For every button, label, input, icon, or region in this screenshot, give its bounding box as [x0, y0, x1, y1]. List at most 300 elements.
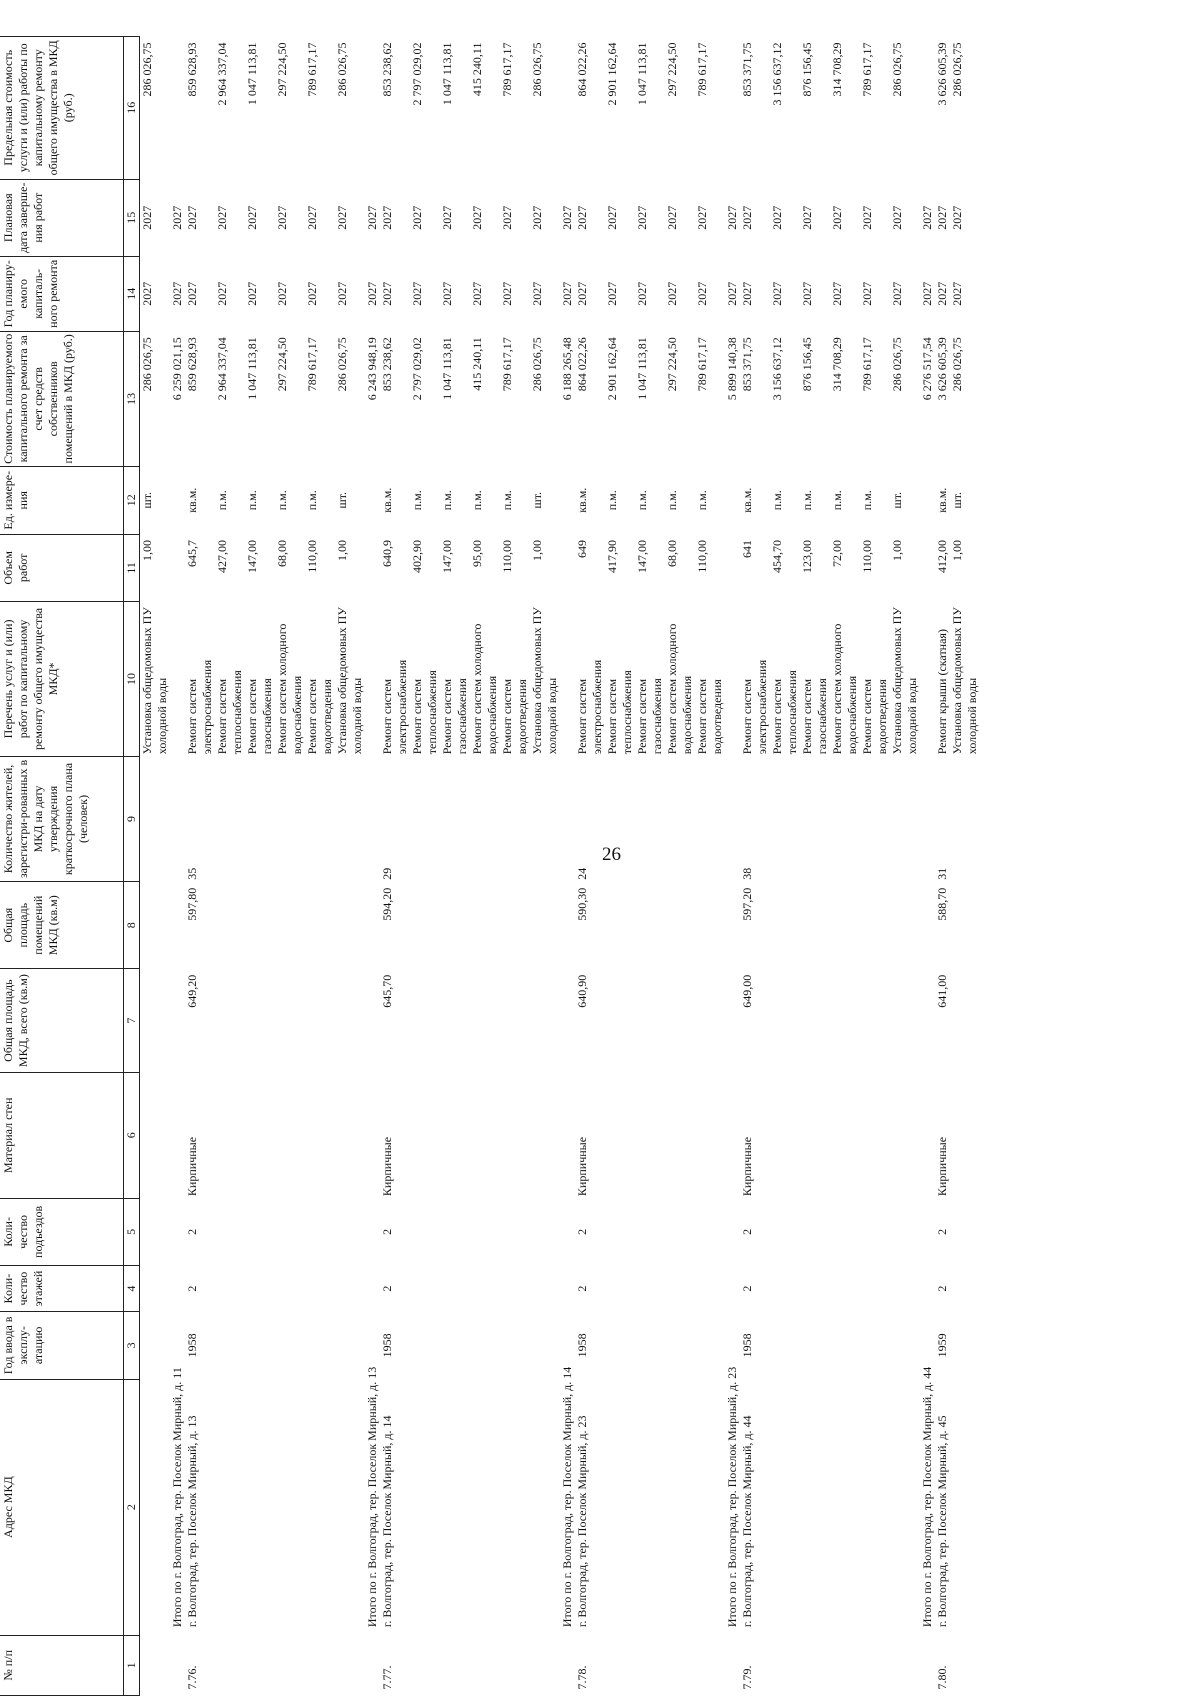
cell-col-10: Ремонт систем электроснабжения — [740, 659, 769, 755]
cell-col-15: 2027 — [170, 205, 184, 230]
cell-col-8 — [335, 882, 365, 969]
cell-col-13: 1 047 113,81 — [635, 337, 649, 400]
cell-col-13: 286 026,75 — [530, 337, 544, 392]
cell-col-4 — [305, 1266, 335, 1312]
cell-col-4 — [275, 1266, 305, 1312]
cell-col-2 — [215, 1379, 245, 1635]
cell-col-14: 2027 — [380, 281, 394, 306]
cell-col-10: Ремонт систем холодного водоснабжения — [665, 623, 694, 755]
table-row — [605, 37, 635, 1696]
cell-col-5 — [530, 1198, 560, 1266]
cell-col-11: 68,00 — [665, 540, 679, 568]
cell-col-6 — [530, 1073, 560, 1199]
cell-col-5 — [440, 1198, 470, 1266]
cell-col-9 — [440, 756, 470, 882]
subtotal-row — [560, 37, 575, 1696]
cell-col-7 — [500, 969, 530, 1073]
cell-col-5 — [470, 1198, 500, 1266]
cell-col-4 — [335, 1266, 365, 1312]
cell-col-3 — [950, 1312, 980, 1380]
cell-col-9 — [305, 756, 335, 882]
cell-col-1 — [890, 1635, 920, 1695]
cell-col-5 — [410, 1198, 440, 1266]
column-header-7: Общая площадь МКД, всего (кв.м) — [0, 969, 124, 1073]
cell-col-5: 2 — [935, 1228, 949, 1235]
table-body — [140, 37, 981, 1696]
cell-col-15: 2027 — [890, 205, 904, 230]
cell-col-14: 2027 — [530, 281, 544, 306]
cell-col-10: Ремонт систем электроснабжения — [185, 659, 214, 755]
cell-col-3 — [470, 1312, 500, 1380]
cell-col-5 — [950, 1198, 980, 1266]
cell-col-14: 2027 — [725, 281, 739, 306]
cell-col-1 — [215, 1635, 245, 1695]
cell-col-14: 2027 — [935, 281, 949, 306]
cell-col-12 — [170, 466, 185, 534]
cell-col-7 — [950, 969, 980, 1073]
cell-col-7 — [770, 969, 800, 1073]
cell-col-4 — [170, 1266, 185, 1312]
column-header-15: Плановая дата заверше-ния работ — [0, 179, 124, 256]
cell-col-13: 2 964 337,04 — [215, 337, 229, 401]
cell-col-12: п.м. — [665, 490, 679, 511]
cell-col-13: 853 371,75 — [740, 337, 754, 392]
cell-col-15: 2027 — [560, 205, 574, 230]
cell-col-12: п.м. — [245, 490, 259, 511]
cell-col-16: 789 617,17 — [305, 42, 319, 97]
cell-col-14: 2027 — [170, 281, 184, 306]
cell-col-11: 427,00 — [215, 540, 229, 574]
cell-col-9 — [665, 756, 695, 882]
cell-col-15: 2027 — [440, 205, 454, 230]
column-header-14: Год планиру-емого капиталь-ного ремонта — [0, 256, 124, 331]
cell-col-8: 597,80 — [185, 887, 199, 921]
cell-col-1 — [830, 1635, 860, 1695]
cell-col-13: 864 022,26 — [575, 337, 589, 392]
cell-col-4 — [470, 1266, 500, 1312]
cell-col-2 — [860, 1379, 890, 1635]
cell-col-15: 2027 — [740, 205, 754, 230]
column-header-16: Предельная стоимость услуги и (или) работы по капитальному ремонту общего имущества в МКД (руб.) — [0, 37, 124, 180]
cell-col-5 — [365, 1198, 380, 1266]
cell-col-8 — [665, 882, 695, 969]
cell-col-7 — [365, 969, 380, 1073]
cell-col-2: г. Волгоград, тер. Поселок Мирный, д. 44 — [740, 1415, 754, 1628]
cell-col-2: Итого по г. Волгоград, тер. Поселок Мирный, д. 44 — [920, 1366, 934, 1628]
cell-col-7 — [635, 969, 665, 1073]
cell-col-14: 2027 — [500, 281, 514, 306]
cell-col-4 — [800, 1266, 830, 1312]
cell-col-16: 286 026,75 — [530, 42, 544, 97]
cell-col-14: 2027 — [245, 281, 259, 306]
column-header-12: Ед. измере-ния — [0, 466, 124, 534]
cell-col-2: г. Волгоград, тер. Поселок Мирный, д. 14 — [380, 1415, 394, 1628]
cell-col-7 — [695, 969, 725, 1073]
cell-col-15: 2027 — [380, 205, 394, 230]
cell-col-10: Ремонт систем теплоснабжения — [770, 670, 799, 755]
cell-col-9: 31 — [935, 867, 949, 880]
cell-col-11: 417,90 — [605, 540, 619, 574]
cell-col-2 — [410, 1379, 440, 1635]
cell-col-15: 2027 — [575, 205, 589, 230]
cell-col-16: 415 240,11 — [470, 42, 484, 97]
column-header-6: Материал стен — [0, 1073, 124, 1199]
table-row — [305, 37, 335, 1696]
cell-col-8 — [170, 882, 185, 969]
cell-col-4 — [530, 1266, 560, 1312]
cell-col-14: 2027 — [560, 281, 574, 306]
cell-col-1 — [170, 1635, 185, 1695]
cell-col-11: 402,90 — [410, 540, 424, 574]
cell-col-4: 2 — [575, 1285, 589, 1292]
cell-col-12: п.м. — [470, 490, 484, 511]
cell-col-3 — [500, 1312, 530, 1380]
cell-col-11: 110,00 — [500, 540, 514, 573]
cell-col-11: 454,70 — [770, 540, 784, 574]
cell-col-9 — [470, 756, 500, 882]
cell-col-16: 286 026,75 — [950, 42, 964, 97]
cell-col-10: Ремонт систем электроснабжения — [575, 659, 604, 755]
cell-col-7 — [560, 969, 575, 1073]
cell-col-10: Установка общедомовых ПУ холодной воды — [140, 607, 169, 755]
cell-col-15: 2027 — [185, 205, 199, 230]
cell-col-1 — [410, 1635, 440, 1695]
cell-col-16 — [170, 37, 185, 180]
cell-col-8 — [860, 882, 890, 969]
cell-col-6: Кирпичные — [740, 1136, 754, 1197]
column-number-8: 8 — [124, 882, 140, 969]
column-header-8: Общая площадь помещений МКД (кв.м) — [0, 882, 124, 969]
cell-col-6: Кирпичные — [575, 1136, 589, 1197]
cell-col-3 — [695, 1312, 725, 1380]
cell-col-10: Ремонт систем водоотведения — [695, 678, 724, 755]
cell-col-3 — [140, 1312, 171, 1380]
cell-col-12: п.м. — [860, 490, 874, 511]
cell-col-3 — [410, 1312, 440, 1380]
cell-col-15: 2027 — [950, 205, 964, 230]
page-number: 26 — [602, 844, 621, 865]
cell-col-3 — [860, 1312, 890, 1380]
cell-col-14: 2027 — [665, 281, 679, 306]
column-number-7: 7 — [124, 969, 140, 1073]
cell-col-11: 1,00 — [140, 540, 154, 562]
cell-col-15: 2027 — [365, 205, 379, 230]
cell-col-8 — [830, 882, 860, 969]
cell-col-7: 640,90 — [575, 974, 589, 1008]
cell-col-11: 1,00 — [890, 540, 904, 562]
cell-col-2 — [530, 1379, 560, 1635]
cell-col-15: 2027 — [410, 205, 424, 230]
cell-col-10: Ремонт систем водоотведения — [500, 678, 529, 755]
cell-col-12: кв.м. — [740, 487, 754, 513]
cell-col-5 — [170, 1198, 185, 1266]
cell-col-2 — [305, 1379, 335, 1635]
cell-col-13: 286 026,75 — [335, 337, 349, 392]
cell-col-15: 2027 — [140, 205, 154, 230]
cell-col-15: 2027 — [830, 205, 844, 230]
cell-col-1 — [530, 1635, 560, 1695]
cell-col-7 — [725, 969, 740, 1073]
cell-col-10: Ремонт систем теплоснабжения — [215, 670, 244, 755]
cell-col-11: 110,00 — [695, 540, 709, 573]
cell-col-8: 588,70 — [935, 887, 949, 921]
cell-col-6 — [335, 1073, 365, 1199]
table-row — [140, 37, 171, 1696]
cell-col-12: шт. — [950, 491, 964, 509]
cell-col-9 — [275, 756, 305, 882]
column-header-13: Стоимость планируемого капитального ремонта за счет средств собственников помещений в МКД (руб.) — [0, 331, 124, 466]
subtotal-row — [725, 37, 740, 1696]
cell-col-10: Установка общедомовых ПУ холодной воды — [950, 607, 979, 755]
table-row — [380, 37, 410, 1696]
subtotal-row — [365, 37, 380, 1696]
column-number-3: 3 — [124, 1312, 140, 1380]
cell-col-9: 24 — [575, 867, 589, 880]
table-row — [275, 37, 305, 1696]
cell-col-1 — [635, 1635, 665, 1695]
cell-col-15: 2027 — [335, 205, 349, 230]
cell-col-4 — [635, 1266, 665, 1312]
cell-col-15: 2027 — [725, 205, 739, 230]
cell-col-1 — [560, 1635, 575, 1695]
column-number-row — [124, 37, 140, 1696]
cell-col-9 — [860, 756, 890, 882]
cell-col-11: 1,00 — [950, 540, 964, 562]
cell-col-9 — [635, 756, 665, 882]
cell-col-1: 7.78. — [575, 1665, 589, 1690]
cell-col-4 — [725, 1266, 740, 1312]
cell-col-12: п.м. — [605, 490, 619, 511]
cell-col-4 — [950, 1266, 980, 1312]
cell-col-5 — [635, 1198, 665, 1266]
cell-col-11: 1,00 — [530, 540, 544, 562]
cell-col-9 — [890, 756, 920, 882]
cell-col-8 — [440, 882, 470, 969]
cell-col-8 — [365, 882, 380, 969]
cell-col-7 — [830, 969, 860, 1073]
cell-col-7 — [920, 969, 935, 1073]
cell-col-12: шт. — [335, 491, 349, 509]
cell-col-10: Ремонт систем водоотведения — [860, 678, 889, 755]
cell-col-13: 1 047 113,81 — [440, 337, 454, 400]
cell-col-6 — [920, 1073, 935, 1199]
cell-col-6 — [725, 1073, 740, 1199]
cell-col-13: 6 259 021,15 — [170, 337, 184, 401]
cell-col-14: 2027 — [140, 281, 154, 306]
cell-col-6 — [635, 1073, 665, 1199]
cell-col-5 — [335, 1198, 365, 1266]
cell-col-6 — [170, 1073, 185, 1199]
cell-col-1 — [335, 1635, 365, 1695]
cell-col-3 — [245, 1312, 275, 1380]
cell-col-9 — [245, 756, 275, 882]
column-number-10: 10 — [124, 602, 140, 757]
cell-col-14: 2027 — [740, 281, 754, 306]
column-number-13: 13 — [124, 331, 140, 466]
cell-col-12: п.м. — [305, 490, 319, 511]
cell-col-2 — [245, 1379, 275, 1635]
cell-col-10 — [725, 602, 740, 757]
cell-col-15: 2027 — [920, 205, 934, 230]
cell-col-15: 2027 — [770, 205, 784, 230]
table-row — [800, 37, 830, 1696]
cell-col-15: 2027 — [245, 205, 259, 230]
column-number-15: 15 — [124, 179, 140, 256]
cell-col-16: 297 224,50 — [665, 42, 679, 97]
cell-col-5 — [215, 1198, 245, 1266]
table-row — [770, 37, 800, 1696]
cell-col-11 — [725, 534, 740, 602]
cell-col-2 — [950, 1379, 980, 1635]
cell-col-2: г. Волгоград, тер. Поселок Мирный, д. 23 — [575, 1415, 589, 1628]
cell-col-1 — [365, 1635, 380, 1695]
cell-col-8 — [140, 882, 171, 969]
cell-col-6 — [275, 1073, 305, 1199]
table-row — [245, 37, 275, 1696]
cell-col-2: г. Волгоград, тер. Поселок Мирный, д. 13 — [185, 1415, 199, 1628]
cell-col-8 — [770, 882, 800, 969]
cell-col-5: 2 — [740, 1228, 754, 1235]
cell-col-8 — [800, 882, 830, 969]
cell-col-12: кв.м. — [185, 487, 199, 513]
cell-col-12: кв.м. — [380, 487, 394, 513]
cell-col-7 — [140, 969, 171, 1073]
cell-col-10: Ремонт систем холодного водоснабжения — [275, 623, 304, 755]
cell-col-11: 110,00 — [305, 540, 319, 573]
cell-col-14: 2027 — [470, 281, 484, 306]
cell-col-16: 859 628,93 — [185, 42, 199, 97]
cell-col-12: п.м. — [635, 490, 649, 511]
cell-col-8: 590,30 — [575, 887, 589, 921]
cell-col-10: Ремонт систем холодного водоснабжения — [470, 623, 499, 755]
cell-col-9 — [560, 756, 575, 882]
cell-col-6 — [950, 1073, 980, 1199]
cell-col-5 — [725, 1198, 740, 1266]
cell-col-4 — [140, 1266, 171, 1312]
column-number-9: 9 — [124, 756, 140, 882]
cell-col-10: Ремонт систем газоснабжения — [635, 678, 664, 755]
cell-col-13: 2 901 162,64 — [605, 337, 619, 401]
cell-col-5 — [920, 1198, 935, 1266]
cell-col-15: 2027 — [695, 205, 709, 230]
cell-col-12: п.м. — [410, 490, 424, 511]
cell-col-10 — [170, 602, 185, 757]
table-row — [530, 37, 560, 1696]
cell-col-1 — [500, 1635, 530, 1695]
cell-col-8 — [950, 882, 980, 969]
cell-col-6 — [140, 1073, 171, 1199]
cell-col-15: 2027 — [800, 205, 814, 230]
cell-col-12: п.м. — [275, 490, 289, 511]
cell-col-14: 2027 — [185, 281, 199, 306]
cell-col-8 — [275, 882, 305, 969]
cell-col-9 — [335, 756, 365, 882]
cell-col-1: 7.79. — [740, 1665, 754, 1690]
cell-col-2 — [830, 1379, 860, 1635]
column-header-1: № п/п — [0, 1635, 124, 1695]
cell-col-2 — [800, 1379, 830, 1635]
cell-col-1 — [860, 1635, 890, 1695]
cell-col-5: 2 — [185, 1228, 199, 1235]
cell-col-11: 95,00 — [470, 540, 484, 568]
cell-col-4 — [440, 1266, 470, 1312]
column-header-3: Год ввода в эксплу-атацию — [0, 1312, 124, 1380]
cell-col-12 — [365, 466, 380, 534]
cell-col-8 — [560, 882, 575, 969]
table-row — [215, 37, 245, 1696]
cell-col-5 — [560, 1198, 575, 1266]
cell-col-15: 2027 — [635, 205, 649, 230]
column-number-5: 5 — [124, 1198, 140, 1266]
cell-col-14: 2027 — [635, 281, 649, 306]
cell-col-7 — [665, 969, 695, 1073]
cell-col-5 — [140, 1198, 171, 1266]
cell-col-6 — [890, 1073, 920, 1199]
cell-col-15: 2027 — [530, 205, 544, 230]
cell-col-10: Ремонт систем газоснабжения — [800, 678, 829, 755]
cell-col-10: Ремонт крыши (скатная) — [935, 629, 949, 755]
cell-col-13: 1 047 113,81 — [245, 337, 259, 400]
cell-col-7 — [800, 969, 830, 1073]
column-header-11: Объем работ — [0, 534, 124, 602]
cell-col-16: 864 022,26 — [575, 42, 589, 97]
cell-col-11: 641 — [740, 540, 754, 559]
cell-col-12 — [920, 466, 935, 534]
cell-col-14: 2027 — [275, 281, 289, 306]
cell-col-11: 110,00 — [860, 540, 874, 573]
cell-col-14: 2027 — [215, 281, 229, 306]
cell-col-8 — [500, 882, 530, 969]
cell-col-16: 789 617,17 — [860, 42, 874, 97]
cell-col-1 — [140, 1635, 171, 1695]
cell-col-7: 645,70 — [380, 974, 394, 1008]
cell-col-12: п.м. — [215, 490, 229, 511]
column-header-10: Перечень услуг и (или) работ по капитальному ремонту общего имущества МКД* — [0, 602, 124, 757]
cell-col-15: 2027 — [860, 205, 874, 230]
cell-col-16 — [920, 37, 935, 180]
cell-col-13: 314 708,29 — [830, 337, 844, 392]
cell-col-5 — [245, 1198, 275, 1266]
table-row — [890, 37, 920, 1696]
table-row — [740, 37, 770, 1696]
cell-col-4 — [920, 1266, 935, 1312]
column-number-6: 6 — [124, 1073, 140, 1199]
cell-col-13: 789 617,17 — [305, 337, 319, 392]
cell-col-6: Кирпичные — [935, 1136, 949, 1197]
cell-col-7 — [530, 969, 560, 1073]
cell-col-3: 1958 — [575, 1333, 589, 1358]
cell-col-16 — [560, 37, 575, 180]
cell-col-9: 29 — [380, 867, 394, 880]
cell-col-1: 7.76. — [185, 1665, 199, 1690]
cell-col-4 — [860, 1266, 890, 1312]
cell-col-2 — [770, 1379, 800, 1635]
cell-col-4 — [560, 1266, 575, 1312]
cell-col-9 — [605, 756, 635, 882]
cell-col-9 — [695, 756, 725, 882]
cell-col-10: Ремонт систем водоотведения — [305, 678, 334, 755]
cell-col-8 — [215, 882, 245, 969]
cell-col-13: 415 240,11 — [470, 337, 484, 391]
cell-col-16: 297 224,50 — [275, 42, 289, 97]
cell-col-8 — [695, 882, 725, 969]
cell-col-6 — [830, 1073, 860, 1199]
cell-col-2 — [275, 1379, 305, 1635]
cell-col-16: 286 026,75 — [140, 42, 154, 97]
cell-col-16: 1 047 113,81 — [635, 42, 649, 106]
cell-col-7: 649,00 — [740, 974, 754, 1008]
cell-col-2: г. Волгоград, тер. Поселок Мирный, д. 45 — [935, 1415, 949, 1628]
